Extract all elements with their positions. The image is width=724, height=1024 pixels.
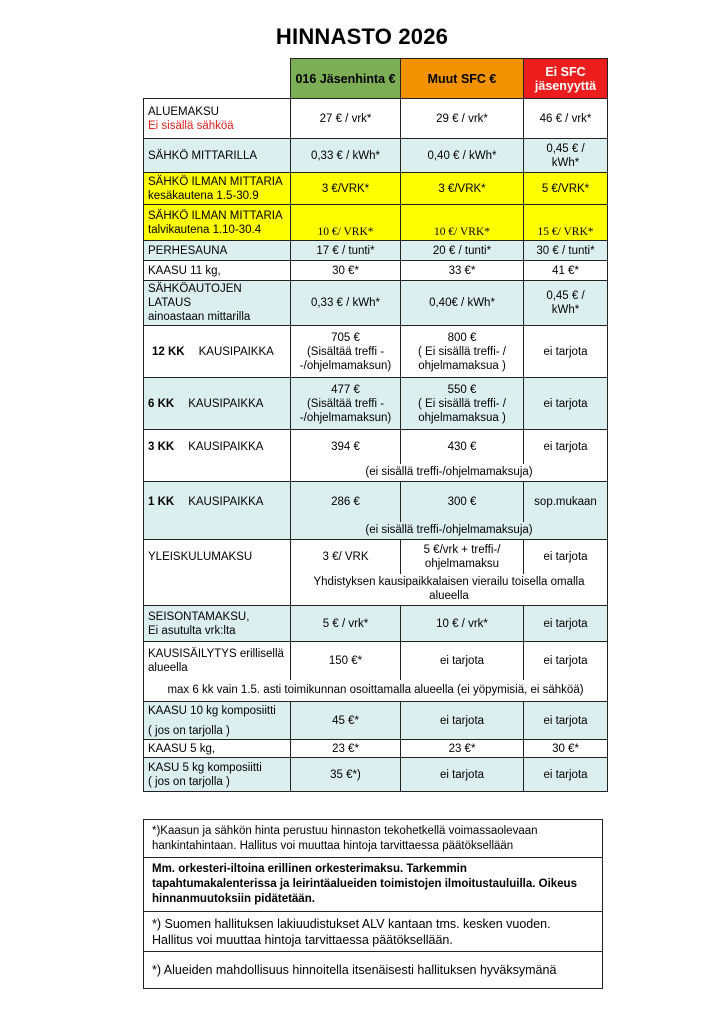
price-non: ei tarjota — [524, 758, 608, 792]
row-yleiskulumaksu-note — [144, 574, 608, 606]
price-note-line1: ( Ei sisällä treffi- / — [418, 397, 506, 410]
price-note-line2: -/ohjelmamaksun) — [299, 411, 392, 424]
row-label — [144, 378, 291, 430]
row-label: SÄHKÖ MITTARILLA — [144, 139, 291, 173]
price-sfc: 29 € / vrk* — [401, 99, 524, 139]
price-members: 5 € / vrk* — [291, 606, 401, 642]
label-main: SEISONTAMAKSU, — [148, 610, 250, 623]
label-main: SÄHKÖ ILMAN MITTARIA — [148, 209, 283, 222]
price-non-line1: 0,45 € / — [546, 142, 585, 155]
row-note: (ei sisällä treffi-/ohjelmamaksuja) — [291, 522, 608, 540]
header-row — [144, 59, 608, 99]
row-label — [144, 702, 291, 740]
price-value: 705 € — [331, 331, 360, 344]
row-label — [144, 173, 291, 205]
price-members: 0,33 € / kWh* — [291, 139, 401, 173]
header-non-line1: Ei SFC — [545, 64, 586, 79]
row-label — [144, 482, 291, 522]
page-title: HINNASTO 2026 — [275, 24, 449, 49]
price-value: 800 € — [447, 331, 477, 344]
row-kausisailytys — [144, 642, 608, 680]
price-note-line1: ( Ei sisällä treffi- / — [418, 345, 506, 358]
price-sfc — [401, 540, 524, 574]
price-non-line2: kWh* — [551, 304, 580, 316]
note-gas-electricity: *)Kaasun ja sähkön hinta perustuu hinnaston tekohetkellä voimassaolevaan hankintahintaan. Hallitus voi muuttaa hintoja tarvittaessa päätöksellään — [143, 819, 603, 859]
price-sfc: 300 € — [401, 482, 524, 522]
note-spacer — [144, 464, 291, 482]
price-non: 5 €/VRK* — [524, 173, 608, 205]
row-note-line1: Yhdistyksen kausipaikkalaisen vierailu toisella omalla — [313, 576, 585, 589]
note-regional-pricing: *) Alueiden mahdollisuus hinnoitella itsenäisesti hallituksen hyväksymänä — [143, 951, 603, 989]
row-aluemaksu — [144, 99, 608, 139]
price-members: 0,33 € / kWh* — [291, 281, 401, 326]
price-sfc: 10 €/ VRK* — [401, 205, 524, 241]
price-members: 150 €* — [291, 642, 401, 680]
price-sfc: ei tarjota — [401, 642, 524, 680]
row-sahko-talvi — [144, 205, 608, 241]
label-main: KAUSISÄILYTYS erillisellä — [148, 647, 284, 660]
row-sahkoautot — [144, 281, 608, 326]
row-sahko-mittarilla — [144, 139, 608, 173]
row-sahko-kesa — [144, 173, 608, 205]
label-main: KAUSIPAIKKA — [198, 345, 274, 358]
row-label — [144, 606, 291, 642]
price-non: 41 €* — [524, 261, 608, 281]
price-non: sop.mukaan — [524, 482, 608, 522]
price-sfc-line2: ohjelmamaksu — [424, 557, 500, 570]
price-non: 30 €* — [524, 740, 608, 758]
row-label — [144, 205, 291, 241]
header-non-line2: jäsenyyttä — [534, 78, 597, 93]
price-non — [524, 281, 608, 326]
label-period: 6 KK — [148, 397, 175, 410]
price-non: ei tarjota — [524, 642, 608, 680]
price-value: 550 € — [447, 383, 477, 396]
price-value: 477 € — [331, 383, 360, 396]
note-spacer — [144, 574, 291, 606]
note-spacer — [144, 522, 291, 540]
row-label: KAASU 11 kg, — [144, 261, 291, 281]
label-sub: ( jos on tarjolla ) — [148, 724, 230, 737]
row-label — [144, 758, 291, 792]
price-sfc-line1: 5 €/vrk + treffi-/ — [423, 543, 501, 556]
label-sub: alueella — [148, 661, 188, 674]
header-members: 016 Jäsenhinta € — [291, 59, 401, 99]
row-label — [144, 430, 291, 464]
row-note-line2: alueella — [429, 590, 469, 603]
price-members: 17 € / tunti* — [291, 241, 401, 261]
price-note-line2: ohjelmamaksua ) — [418, 359, 506, 372]
label-sub: Ei asutulta vrk:lta — [148, 624, 236, 637]
row-seisontamaksu — [144, 606, 608, 642]
row-yleiskulumaksu — [144, 540, 608, 574]
price-non: 30 € / tunti* — [524, 241, 608, 261]
row-kausipaikka-3kk — [144, 430, 608, 464]
label-period: 12 KK — [152, 345, 185, 358]
price-sfc: ei tarjota — [401, 702, 524, 740]
row-kausipaikka-6kk — [144, 378, 608, 430]
row-kausipaikka-3kk-note — [144, 464, 608, 482]
price-sfc — [401, 378, 524, 430]
note-orchestra: Mm. orkesteri-iltoina erillinen orkesterimaksu. Tarkemmin tapahtumakalenterissa ja leirintäalueiden toimistojen ilmoitustauluilla. Oikeus hinnanmuutoksiin pidätetään. — [143, 857, 603, 912]
label-sub: ainoastaan mittarilla — [148, 311, 251, 323]
price-sfc: 430 € — [401, 430, 524, 464]
label-main: KAUSIPAIKKA — [188, 440, 264, 453]
price-members: 3 €/ VRK — [291, 540, 401, 574]
label-period: 3 KK — [148, 440, 175, 453]
price-sfc: 0,40 € / kWh* — [401, 139, 524, 173]
price-members: 27 € / vrk* — [291, 99, 401, 139]
label-main: KAUSIPAIKKA — [188, 397, 264, 410]
header-sfc: Muut SFC € — [401, 59, 524, 99]
row-note: max 6 kk vain 1.5. asti toimikunnan osoittamalla alueella (ei yöpymisiä, ei sähköä) — [144, 680, 608, 702]
label-main: ALUEMAKSU — [148, 105, 219, 118]
row-kaasu-5-komposiitti — [144, 758, 608, 792]
row-label — [144, 642, 291, 680]
label-main: SÄHKÖAUTOJEN LATAUS — [148, 283, 242, 309]
row-label: YLEISKULUMAKSU — [144, 540, 291, 574]
price-non-line2: kWh* — [551, 156, 580, 169]
price-members: 394 € — [291, 430, 401, 464]
price-sfc — [401, 326, 524, 378]
price-members: 30 €* — [291, 261, 401, 281]
price-note-line1: (Sisältää treffi - — [306, 345, 385, 358]
row-label — [144, 99, 291, 139]
price-members — [291, 378, 401, 430]
price-non: ei tarjota — [524, 430, 608, 464]
row-kausipaikka-1kk-note — [144, 522, 608, 540]
price-members: 45 €* — [291, 702, 401, 740]
row-kaasu-5 — [144, 740, 608, 758]
header-non-members — [524, 59, 608, 99]
price-non: ei tarjota — [524, 702, 608, 740]
label-main: KAUSIPAIKKA — [188, 495, 264, 508]
row-kausipaikka-12kk — [144, 326, 608, 378]
label-sub: ( jos on tarjolla ) — [148, 775, 230, 788]
price-note-line2: ohjelmamaksua ) — [418, 411, 506, 424]
label-period: 1 KK — [148, 495, 175, 508]
price-non: ei tarjota — [524, 540, 608, 574]
price-sfc: 3 €/VRK* — [401, 173, 524, 205]
price-sfc: ei tarjota — [401, 758, 524, 792]
notes-section — [143, 820, 603, 989]
price-note-line2: -/ohjelmamaksun) — [299, 359, 392, 372]
price-non: 46 € / vrk* — [524, 99, 608, 139]
row-label: PERHESAUNA — [144, 241, 291, 261]
price-members: 10 €/ VRK* — [291, 205, 401, 241]
price-non: ei tarjota — [524, 326, 608, 378]
price-sfc: 10 € / vrk* — [401, 606, 524, 642]
price-non: ei tarjota — [524, 606, 608, 642]
price-note-line1: (Sisältää treffi - — [306, 397, 385, 410]
note-vat: *) Suomen hallituksen lakiuudistukset ALV kantaan tms. kesken vuoden. Hallitus voi muuttaa hintoja tarvittaessa päätöksellään. — [143, 911, 603, 953]
price-members: 3 €/VRK* — [291, 173, 401, 205]
price-non — [524, 139, 608, 173]
row-kaasu-10-komposiitti — [144, 702, 608, 740]
price-sfc: 23 €* — [401, 740, 524, 758]
price-sfc: 33 €* — [401, 261, 524, 281]
row-label — [144, 281, 291, 326]
price-sfc: 0,40€ / kWh* — [401, 281, 524, 326]
row-note — [291, 574, 608, 606]
price-members: 23 €* — [291, 740, 401, 758]
label-sub: kesäkautena 1.5-30.9 — [148, 189, 259, 202]
label-main: KASU 5 kg komposiitti — [148, 761, 262, 774]
row-kaasu-11 — [144, 261, 608, 281]
row-perhesauna — [144, 241, 608, 261]
label-main: KAASU 10 kg komposiitti — [148, 704, 276, 717]
price-members — [291, 326, 401, 378]
row-label — [144, 326, 291, 378]
row-label: KAASU 5 kg, — [144, 740, 291, 758]
header-blank — [144, 59, 291, 99]
row-note: (ei sisällä treffi-/ohjelmamaksuja) — [291, 464, 608, 482]
row-kausisailytys-note — [144, 680, 608, 702]
price-table — [143, 58, 608, 792]
price-non: ei tarjota — [524, 378, 608, 430]
label-sub: talvikautena 1.10-30.4 — [148, 223, 262, 236]
label-sub: Ei sisällä sähköä — [148, 119, 234, 132]
price-non: 15 €/ VRK* — [524, 205, 608, 241]
price-non-line1: 0,45 € / — [546, 290, 585, 302]
price-members: 35 €*) — [291, 758, 401, 792]
row-kausipaikka-1kk — [144, 482, 608, 522]
price-sfc: 20 € / tunti* — [401, 241, 524, 261]
label-main: SÄHKÖ ILMAN MITTARIA — [148, 175, 283, 188]
price-members: 286 € — [291, 482, 401, 522]
